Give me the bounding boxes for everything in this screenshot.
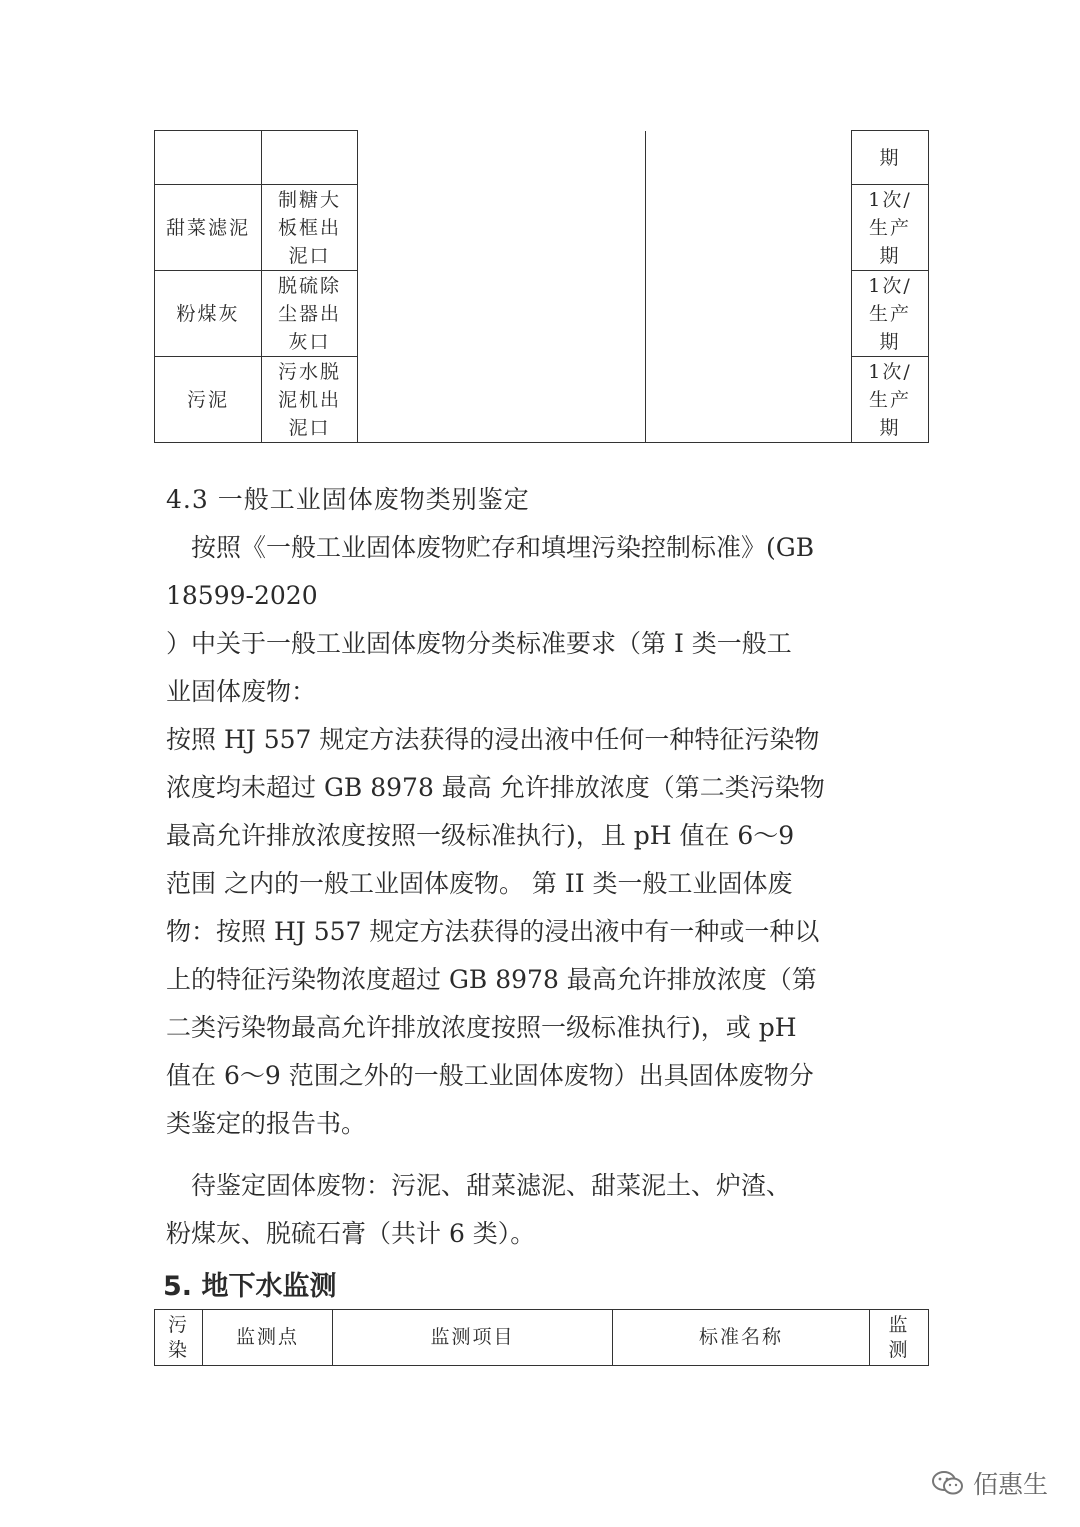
body-line: 按照 HJ 557 规定方法获得的浸出液中任何一种特征污染物 xyxy=(166,725,820,754)
table-row xyxy=(155,185,929,271)
section-heading-4-3: 4.3 一般工业固体废物类别鉴定 xyxy=(166,485,530,514)
location-cell xyxy=(262,131,358,185)
body-line: 待鉴定固体废物：污泥、甜菜滤泥、甜菜泥土、炉渣、 xyxy=(166,1171,792,1200)
table-row xyxy=(155,131,929,185)
frequency-line: 生产 xyxy=(868,216,911,239)
body-line: 上的特征污染物浓度超过 GB 8978 最高允许排放浓度（第 xyxy=(166,965,817,994)
body-line: 范围 之内的一般工业固体废物。 第 II 类一般工业固体废 xyxy=(166,869,793,898)
location-line: 制糖大 xyxy=(277,188,341,211)
body-line: 二类污染物最高允许排放浓度按照一级标准执行)，或 pH xyxy=(166,1013,797,1042)
header-monitoring-point: 监测点 xyxy=(203,1310,333,1366)
body-line: 物：按照 HJ 557 规定方法获得的浸出液中有一种或一种以 xyxy=(166,917,820,946)
body-line: 值在 6～9 范围之外的一般工业固体废物）出具固体废物分 xyxy=(166,1061,814,1090)
frequency-cell xyxy=(852,357,929,443)
pending-waste-paragraph xyxy=(166,1162,918,1258)
blank-cell xyxy=(646,185,852,271)
section-heading-5: 5. 地下水监测 xyxy=(163,1271,337,1302)
location-line: 板框出 xyxy=(277,216,341,239)
header-monitoring-items: 监测项目 xyxy=(333,1310,613,1366)
location-cell xyxy=(262,271,358,357)
header-monitoring: 监测 xyxy=(870,1310,929,1366)
location-line: 泥机出 xyxy=(277,388,341,411)
wechat-icon xyxy=(931,1469,965,1497)
body-line: 类鉴定的报告书。 xyxy=(166,1109,367,1138)
table-row xyxy=(155,357,929,443)
frequency-line: 期 xyxy=(879,244,901,267)
body-line: 按照《一般工业固体废物贮存和填埋污染控制标准》(GB xyxy=(166,533,815,562)
body-line: 最高允许排放浓度按照一级标准执行)，且 pH 值在 6～9 xyxy=(166,821,795,850)
table-row xyxy=(155,271,929,357)
frequency-cell xyxy=(852,185,929,271)
frequency-line: 期 xyxy=(879,416,901,439)
waste-name-cell: 甜菜滤泥 xyxy=(155,185,262,271)
frequency-line: 1次/ xyxy=(868,360,912,383)
header-standard-name: 标准名称 xyxy=(613,1310,870,1366)
frequency-line: 期 xyxy=(879,330,901,353)
frequency-line: 1次/ xyxy=(868,188,912,211)
location-line: 灰口 xyxy=(288,330,331,353)
body-line: ）中关于一般工业固体废物分类标准要求（第 I 类一般工 xyxy=(166,629,792,658)
location-cell xyxy=(262,185,358,271)
frequency-line: 生产 xyxy=(868,388,911,411)
body-line: 粉煤灰、脱硫石膏（共计 6 类）。 xyxy=(166,1219,536,1248)
location-line: 脱硫除 xyxy=(277,274,341,297)
blank-cell xyxy=(646,271,852,357)
location-line: 泥口 xyxy=(288,244,331,267)
frequency-cell xyxy=(852,271,929,357)
frequency-cell: 期 xyxy=(852,131,929,185)
frequency-line: 1次/ xyxy=(868,274,912,297)
waste-name-cell: 粉煤灰 xyxy=(155,271,262,357)
groundwater-table xyxy=(154,1309,929,1366)
blank-cell xyxy=(358,131,646,185)
blank-cell xyxy=(646,357,852,443)
table-header-row xyxy=(155,1310,929,1366)
waste-name-cell xyxy=(155,131,262,185)
body-line: 18599-2020 xyxy=(166,581,318,610)
header-pollution: 污染 xyxy=(155,1310,203,1366)
location-cell xyxy=(262,357,358,443)
waste-name-cell: 污泥 xyxy=(155,357,262,443)
section-4-3-body xyxy=(166,524,918,1148)
body-line: 业固体废物： xyxy=(166,677,317,706)
frequency-line: 生产 xyxy=(868,302,911,325)
location-line: 尘器出 xyxy=(277,302,341,325)
blank-cell xyxy=(358,185,646,271)
blank-cell xyxy=(358,271,646,357)
blank-cell xyxy=(358,357,646,443)
location-line: 泥口 xyxy=(288,416,331,439)
location-line: 污水脱 xyxy=(277,360,341,383)
solid-waste-table xyxy=(154,130,929,443)
watermark-text: 佰惠生 xyxy=(972,1470,1048,1499)
blank-cell xyxy=(646,131,852,185)
body-line: 浓度均未超过 GB 8978 最高 允许排放浓度（第二类污染物 xyxy=(166,773,825,802)
watermark xyxy=(931,1465,1048,1501)
